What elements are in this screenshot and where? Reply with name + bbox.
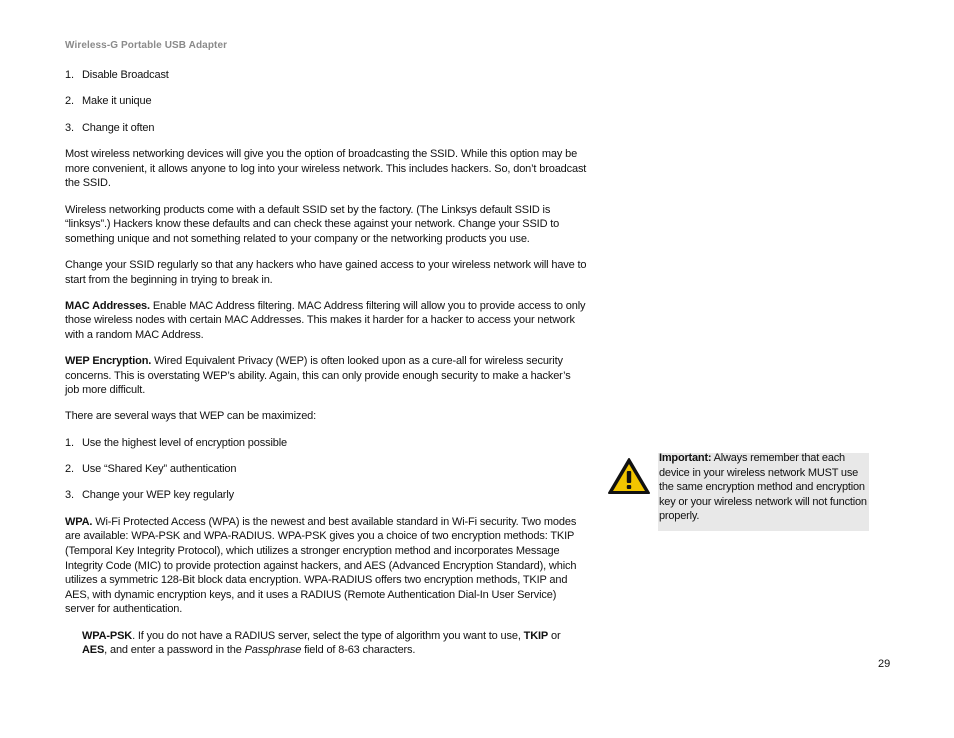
list-item [65,488,587,503]
mac-text: Enable MAC Address filtering. MAC Address filtering will allow you to provide access to only those wireless nodes with certain MAC Addresses. This makes it harder for a hacker to access your network with a random MAC Address. [65,299,586,341]
list-item-text: Disable Broadcast [82,69,169,81]
list-item-text: Change your WEP key regularly [82,489,234,502]
callout-text [659,451,871,524]
list-item [65,462,587,477]
mac-heading: MAC Addresses. [65,299,150,312]
wpa-psk-text-3: field of 8-63 characters. [301,644,416,657]
list-number: 2. [65,463,74,476]
list-number: 1. [65,69,74,81]
wep-heading: WEP Encryption. [65,355,152,368]
list-item-text: Use “Shared Key” authentication [82,463,237,476]
list-item [65,121,587,136]
page-number: 29 [878,658,891,670]
wpa-psk-heading: WPA-PSK [82,629,133,642]
or-text: or [548,629,561,642]
list-item-text: Use the highest level of encryption possible [82,436,287,449]
wpa-psk-text: . If you do not have a RADIUS server, select the type of algorithm you want to use, [132,629,524,642]
paragraph-wep [65,354,587,398]
paragraph-broadcast: Most wireless networking devices will give you the option of broadcasting the SSID. While this option may be more convenient, it allows anyone to log into your wireless network. This includes hackers. So, don’t broadcast the SSID. [65,148,587,190]
list-item [65,68,587,83]
warning-icon [607,457,651,495]
tkip-term: TKIP [523,629,549,642]
important-text: Always remember that each device in your wireless network MUST use the same encryption method and encryption key or your wireless network will not function properly. [659,452,867,523]
paragraph-mac [65,299,587,343]
main-content [65,68,587,669]
paragraph-default-ssid: Wireless networking products come with a default SSID set by the factory. (The Linksys default SSID is “linksys”.) Hackers know these defaults and can check these against your network. Change your SSID to something unique and not something related to your company or the networking products you use. [65,203,560,245]
paragraph-wpa [65,515,587,617]
list-item-text: Change it often [82,121,155,134]
important-label: Important: [659,452,712,464]
list-number: 2. [65,95,74,108]
wep-text: Wired Equivalent Privacy (WEP) is often looked upon as a cure-all for wireless security concerns. This is overstating WEP’s ability. Again, this can only provide enough security to make a hacker’s job more difficult. [65,355,571,397]
list-number: 3. [65,121,74,134]
wpa-heading: WPA. [65,515,93,528]
wpa-text: Wi-Fi Protected Access (WPA) is the newest and best available standard in Wi-Fi security. Two modes are available: WPA-PSK and WPA-RADIUS. WPA-PSK gives you a choice of two encryption methods: TKIP (Temporal Key Integrity Protocol), which utilizes a stronger encryption method and incorporates Message Integrity Code (MIC) to provide protection against hackers, and AES (Advanced Encryption Standard), which utilizes a symmetric 128-Bit block data encryption. WPA-RADIUS offers two encryption methods, TKIP and AES, with dynamic encryption keys, and it uses a RADIUS (Remote Authentication Dial-In User Service) server for authentication. [65,515,577,616]
wpa-psk-text-2: , and enter a password in the [104,644,245,657]
paragraph-wep-ways: There are several ways that WEP can be maximized: [65,410,317,423]
list-number: 1. [65,436,74,449]
list-number: 3. [65,489,74,502]
list-item [65,94,587,109]
aes-term: AES [82,644,105,657]
list-item [65,436,587,451]
paragraph-change-ssid: Change your SSID regularly so that any hackers who have gained access to your wireless network will have to start from the beginning in trying to break in. [65,258,587,286]
passphrase-term: Passphrase [244,644,302,657]
paragraph-wpa-psk [82,629,587,658]
document-header: Wireless-G Portable USB Adapter [65,40,228,51]
list-item-text: Make it unique [82,95,152,108]
